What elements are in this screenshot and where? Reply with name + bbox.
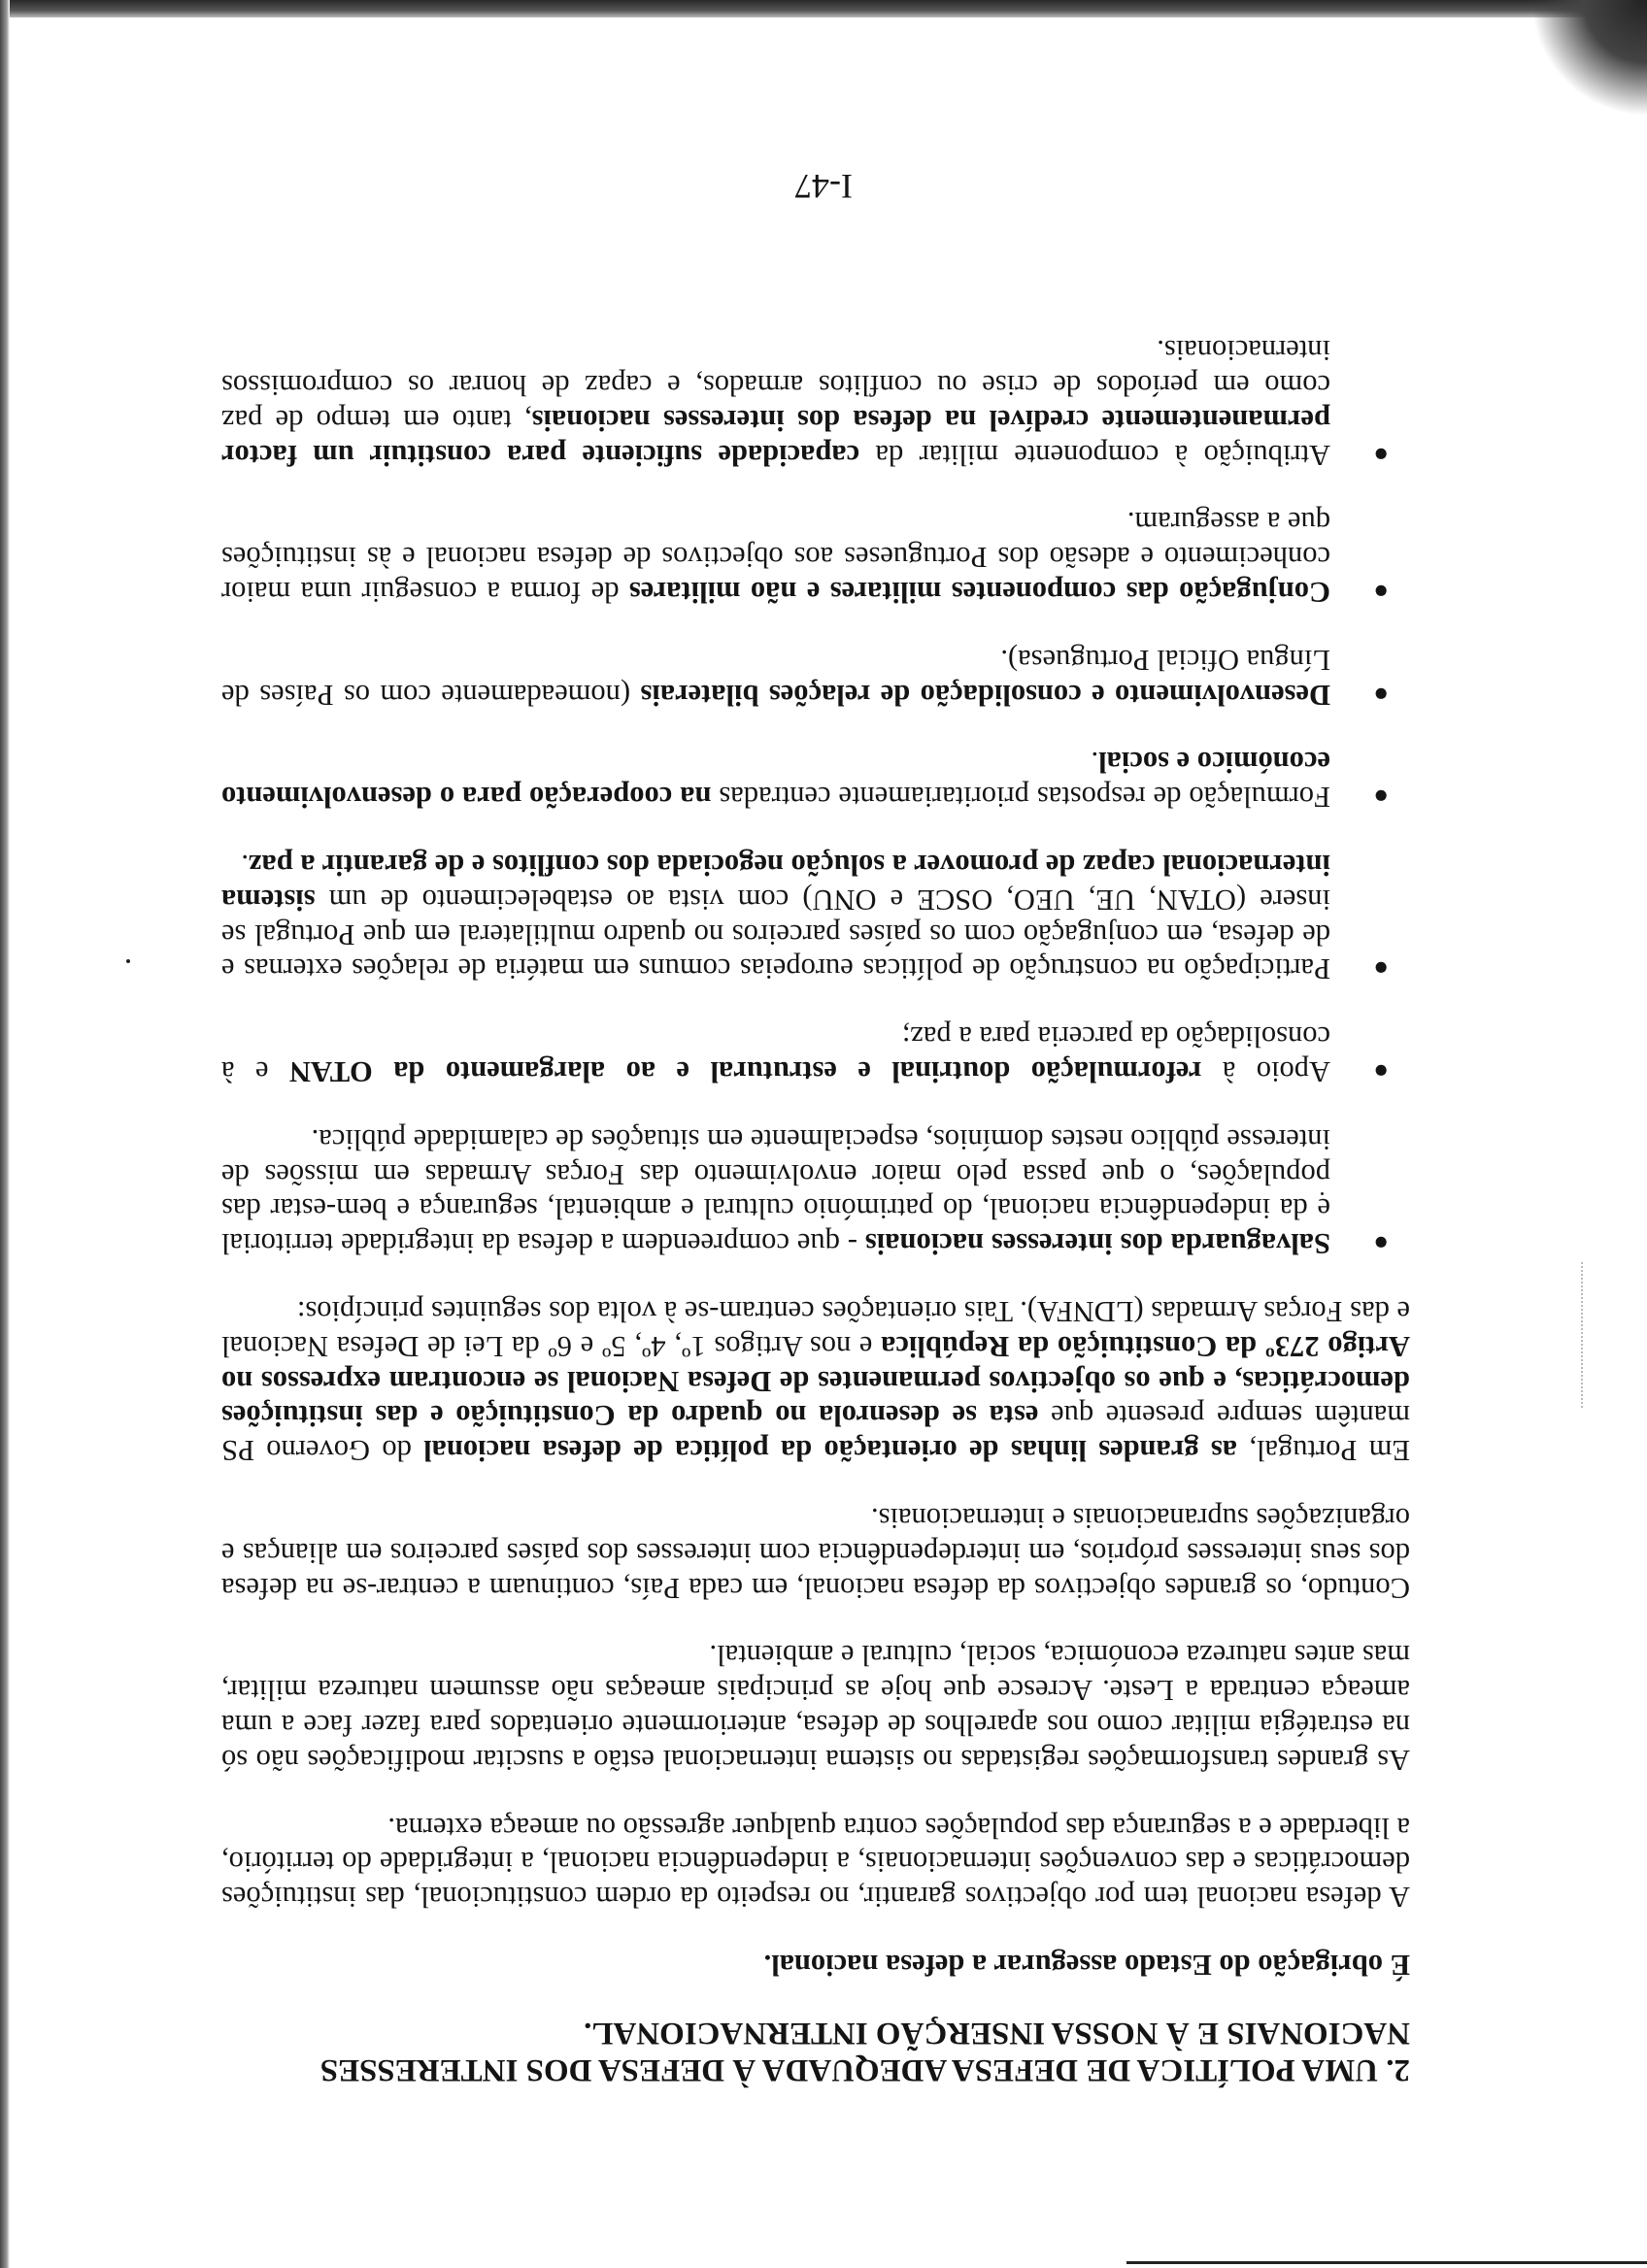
bullet-bold: reformulação doutrinal e estrutural e ao alargamento da OTAN: [288, 1055, 1202, 1089]
intro-statement: É obrigação do Estado assegurar a defesa nacional.: [763, 1949, 1410, 1982]
list-item: [221, 1018, 1410, 1088]
list-item: [221, 745, 1410, 815]
bullet-text: - que compreendem a defesa da integridade territorial e da independência nacional, do património cultural e ambiental, segurança e bem-estar das populações, o que passa pelo maior envolvimento das Forças Armadas em missões de interesse público nestes domínios, especialmente em situações de calamidade pública.: [220, 1122, 1330, 1261]
bullet-icon: ●: [1373, 680, 1389, 709]
paragraph-4-bold: esta se desenrola no quadro da Constituição e das instituições democráticas, e que os objectivos permanentes de Defesa Nacional se encontram expressos no Artigo 273º da Constituição da República: [221, 1329, 1410, 1433]
bullet-text: e à consolidação da parceria para a paz;: [221, 1020, 1330, 1089]
bullet-icon: ●: [1373, 578, 1389, 607]
bullet-bold: Conjugação das componentes militares e não militares: [628, 576, 1330, 610]
paragraph-3: Contudo, os grandes objectivos da defesa nacional, em cada País, continuam a centrar-se na defesa dos seus interesses próprios, em interdependência com interesses dos países parceiros em alianças e organizações supranacionais e internacionais.: [221, 1502, 1410, 1605]
heading-line-1: 2. UMA POLÍTICA DE DEFESA ADEQUADA À DEFESA DOS INTERESSES: [319, 2052, 1410, 2087]
page-number: I-47: [794, 167, 853, 206]
list-item: [221, 642, 1410, 712]
list-item: [221, 333, 1410, 472]
paragraph-1: A defesa nacional tem por objectivos garantir, no respeito da ordem constitucional, das instituições democráticas e das convenções internacionais, a independência nacional, a integridade do território, a liberdade e a segurança das populações contra qualquer agressão ou ameaça externa.: [221, 1811, 1410, 1915]
paragraph-4-text: do Governo PS mantêm sempre presente que: [221, 1399, 1410, 1468]
bullet-pre: Atribuição à componente militar da: [859, 438, 1330, 472]
paragraph-4-text: Em Portugal,: [1237, 1434, 1410, 1468]
bullet-pre: Participação na construção de políticas europeias comuns em matéria de relações externas e de defesa, em conjugação com os países parceiros no quadro multilateral em que Portugal se insere (OTAN, UE, UEO, OSCE e ONU) com vista ao estabelecimento de um: [221, 883, 1330, 986]
bullet-icon: ●: [1373, 1229, 1389, 1258]
bullet-bold: capacidade suficiente para constituir um factor permanentemente credível na defesa dos interesses nacionais: [221, 403, 1330, 472]
bullet-icon: ●: [1373, 783, 1389, 812]
bullet-pre: Apoio à: [1201, 1055, 1330, 1089]
list-item: [221, 847, 1410, 985]
list-item: [221, 505, 1410, 609]
bullet-pre: Formulação de respostas prioritariamente centradas: [711, 781, 1330, 815]
document-body: [221, 300, 1410, 2088]
bullet-text: (nomeadamente com os Países de Língua Oficial Portuguesa).: [221, 643, 1330, 712]
bullet-icon: ●: [1373, 1057, 1389, 1086]
bullet-text: , tanto em tempo de paz como em períodos de crise ou conflitos armados, e capaz de honrar os compromissos internacionais.: [221, 334, 1330, 437]
bullet-bold: Desenvolvimento e consolidação de relações bilaterais: [640, 678, 1330, 712]
bullet-bold: sistema internacional capaz de promover a solução negociada dos conflitos e de garantir a paz: [221, 849, 1330, 917]
section-heading: [221, 2015, 1410, 2088]
bullet-icon: ●: [1373, 954, 1389, 984]
heading-line-2: NACIONAIS E À NOSSA INSERÇÃO INTERNACIONAL.: [584, 2016, 1410, 2051]
paragraph-4: [221, 1293, 1410, 1467]
bullet-bold: na cooperação para o desenvolvimento económico e social: [221, 746, 1330, 815]
bullet-icon: ●: [1373, 440, 1389, 469]
list-item: [221, 1121, 1410, 1260]
paragraph-4-text: e nos Artigos 1º, 4º, 5º e 6º da Lei de Defesa Nacional e das Forças Armadas (LDNFA). Tais orientações centram-se à volta dos seguintes princípios:: [221, 1295, 1410, 1363]
bullet-text: de forma a conseguir uma maior conhecimento e adesão dos Portugueses aos objectivos de defesa nacional e às instituições que a asseguram.: [221, 506, 1330, 610]
paragraph-2: As grandes transformações registadas no sistema internacional estão a suscitar modificações não só na estratégia militar como nos aparelhos de defesa, anteriormente orientados para fazer face a uma ameaça centrada a Leste. Acresce que hoje as principais ameaças não assumem natureza militar, mas antes natureza económica, social, cultural e ambiental.: [221, 1639, 1410, 1777]
bullet-text: .: [1091, 746, 1099, 780]
bullet-text: .: [241, 849, 249, 883]
paragraph-4-bold: as grandes linhas de orientação da política de defesa nacional: [423, 1434, 1238, 1468]
bullet-bold: Salvaguarda dos interesses nacionais: [864, 1227, 1330, 1261]
principles-list: [221, 333, 1410, 1261]
